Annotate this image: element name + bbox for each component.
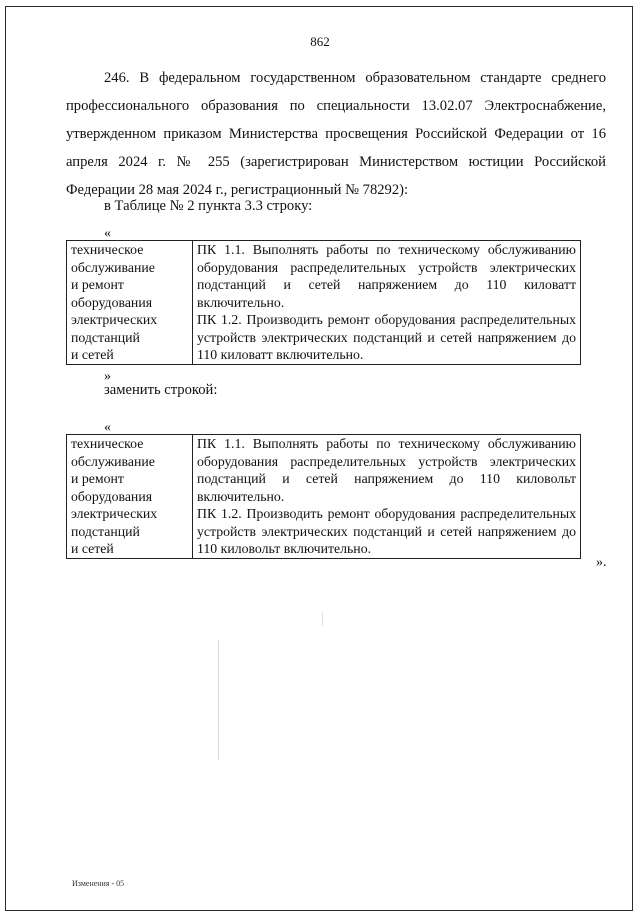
closing-quote-final: ».	[596, 555, 607, 570]
competencies-cell-old	[193, 241, 581, 365]
scan-artifact	[322, 612, 323, 626]
new-row-table	[66, 434, 581, 559]
activity-line: оборудования	[71, 294, 153, 310]
activity-line: электрических	[71, 506, 158, 521]
activity-line: и сетей	[71, 541, 114, 556]
table-reference-text: в Таблице № 2 пункта 3.3 строку:	[104, 198, 313, 214]
competencies-cell-new	[193, 435, 581, 559]
page-number: 862	[310, 34, 330, 49]
footer-note: Изменения - 05	[72, 879, 125, 888]
amendment-paragraph: 246. В федеральном государственном образовательном стандарте среднего профессионального образования по специальности 13.02.07 Электроснабжение, утвержденном приказом Министерства просвещения Российской Федерации от 16 апреля 2024 г. № 255 (зарегистрирован Министерством юстиции Российской Федерации 28 мая 2024 г., регистрационный № 78292):	[66, 70, 606, 198]
activity-line: техническое	[71, 242, 144, 257]
activity-line: техническое	[71, 436, 144, 451]
old-row-table	[66, 240, 581, 365]
activity-line: подстанций	[71, 329, 140, 345]
opening-quote-old: «	[104, 226, 111, 241]
competency-pk-1-1: ПК 1.1. Выполнять работы по техническому обслуживанию оборудования распределительных устройств электрических подстанций и сетей напряжением до 110 киловольт включительно.	[197, 436, 576, 504]
activity-line: и сетей	[71, 347, 114, 362]
scan-artifact	[218, 640, 219, 760]
table-row	[67, 435, 581, 559]
activity-line: и ремонт	[71, 471, 124, 486]
activity-cell-old	[67, 241, 193, 365]
competency-pk-1-2: ПК 1.2. Производить ремонт оборудования распределительных устройств электрических подстанций и сетей напряжением до 110 киловольт включительно.	[197, 506, 576, 556]
table-row	[67, 241, 581, 365]
activity-line: и ремонт	[71, 277, 124, 292]
competency-pk-1-1: ПК 1.1. Выполнять работы по техническому обслуживанию оборудования распределительных устройств электрических подстанций и сетей напряжением до 110 киловатт включительно.	[197, 242, 576, 310]
closing-quote-old: »	[104, 369, 111, 384]
competency-pk-1-2: ПК 1.2. Производить ремонт оборудования распределительных устройств электрических подстанций и сетей напряжением до 110 киловатт включительно.	[197, 312, 576, 362]
activity-line: оборудования	[71, 488, 153, 504]
activity-line: подстанций	[71, 523, 140, 539]
activity-cell-new	[67, 435, 193, 559]
opening-quote-new: «	[104, 420, 111, 435]
activity-line: обслуживание	[71, 453, 155, 469]
activity-line: обслуживание	[71, 259, 155, 275]
replace-with-text: заменить строкой:	[104, 382, 218, 398]
activity-line: электрических	[71, 312, 158, 327]
